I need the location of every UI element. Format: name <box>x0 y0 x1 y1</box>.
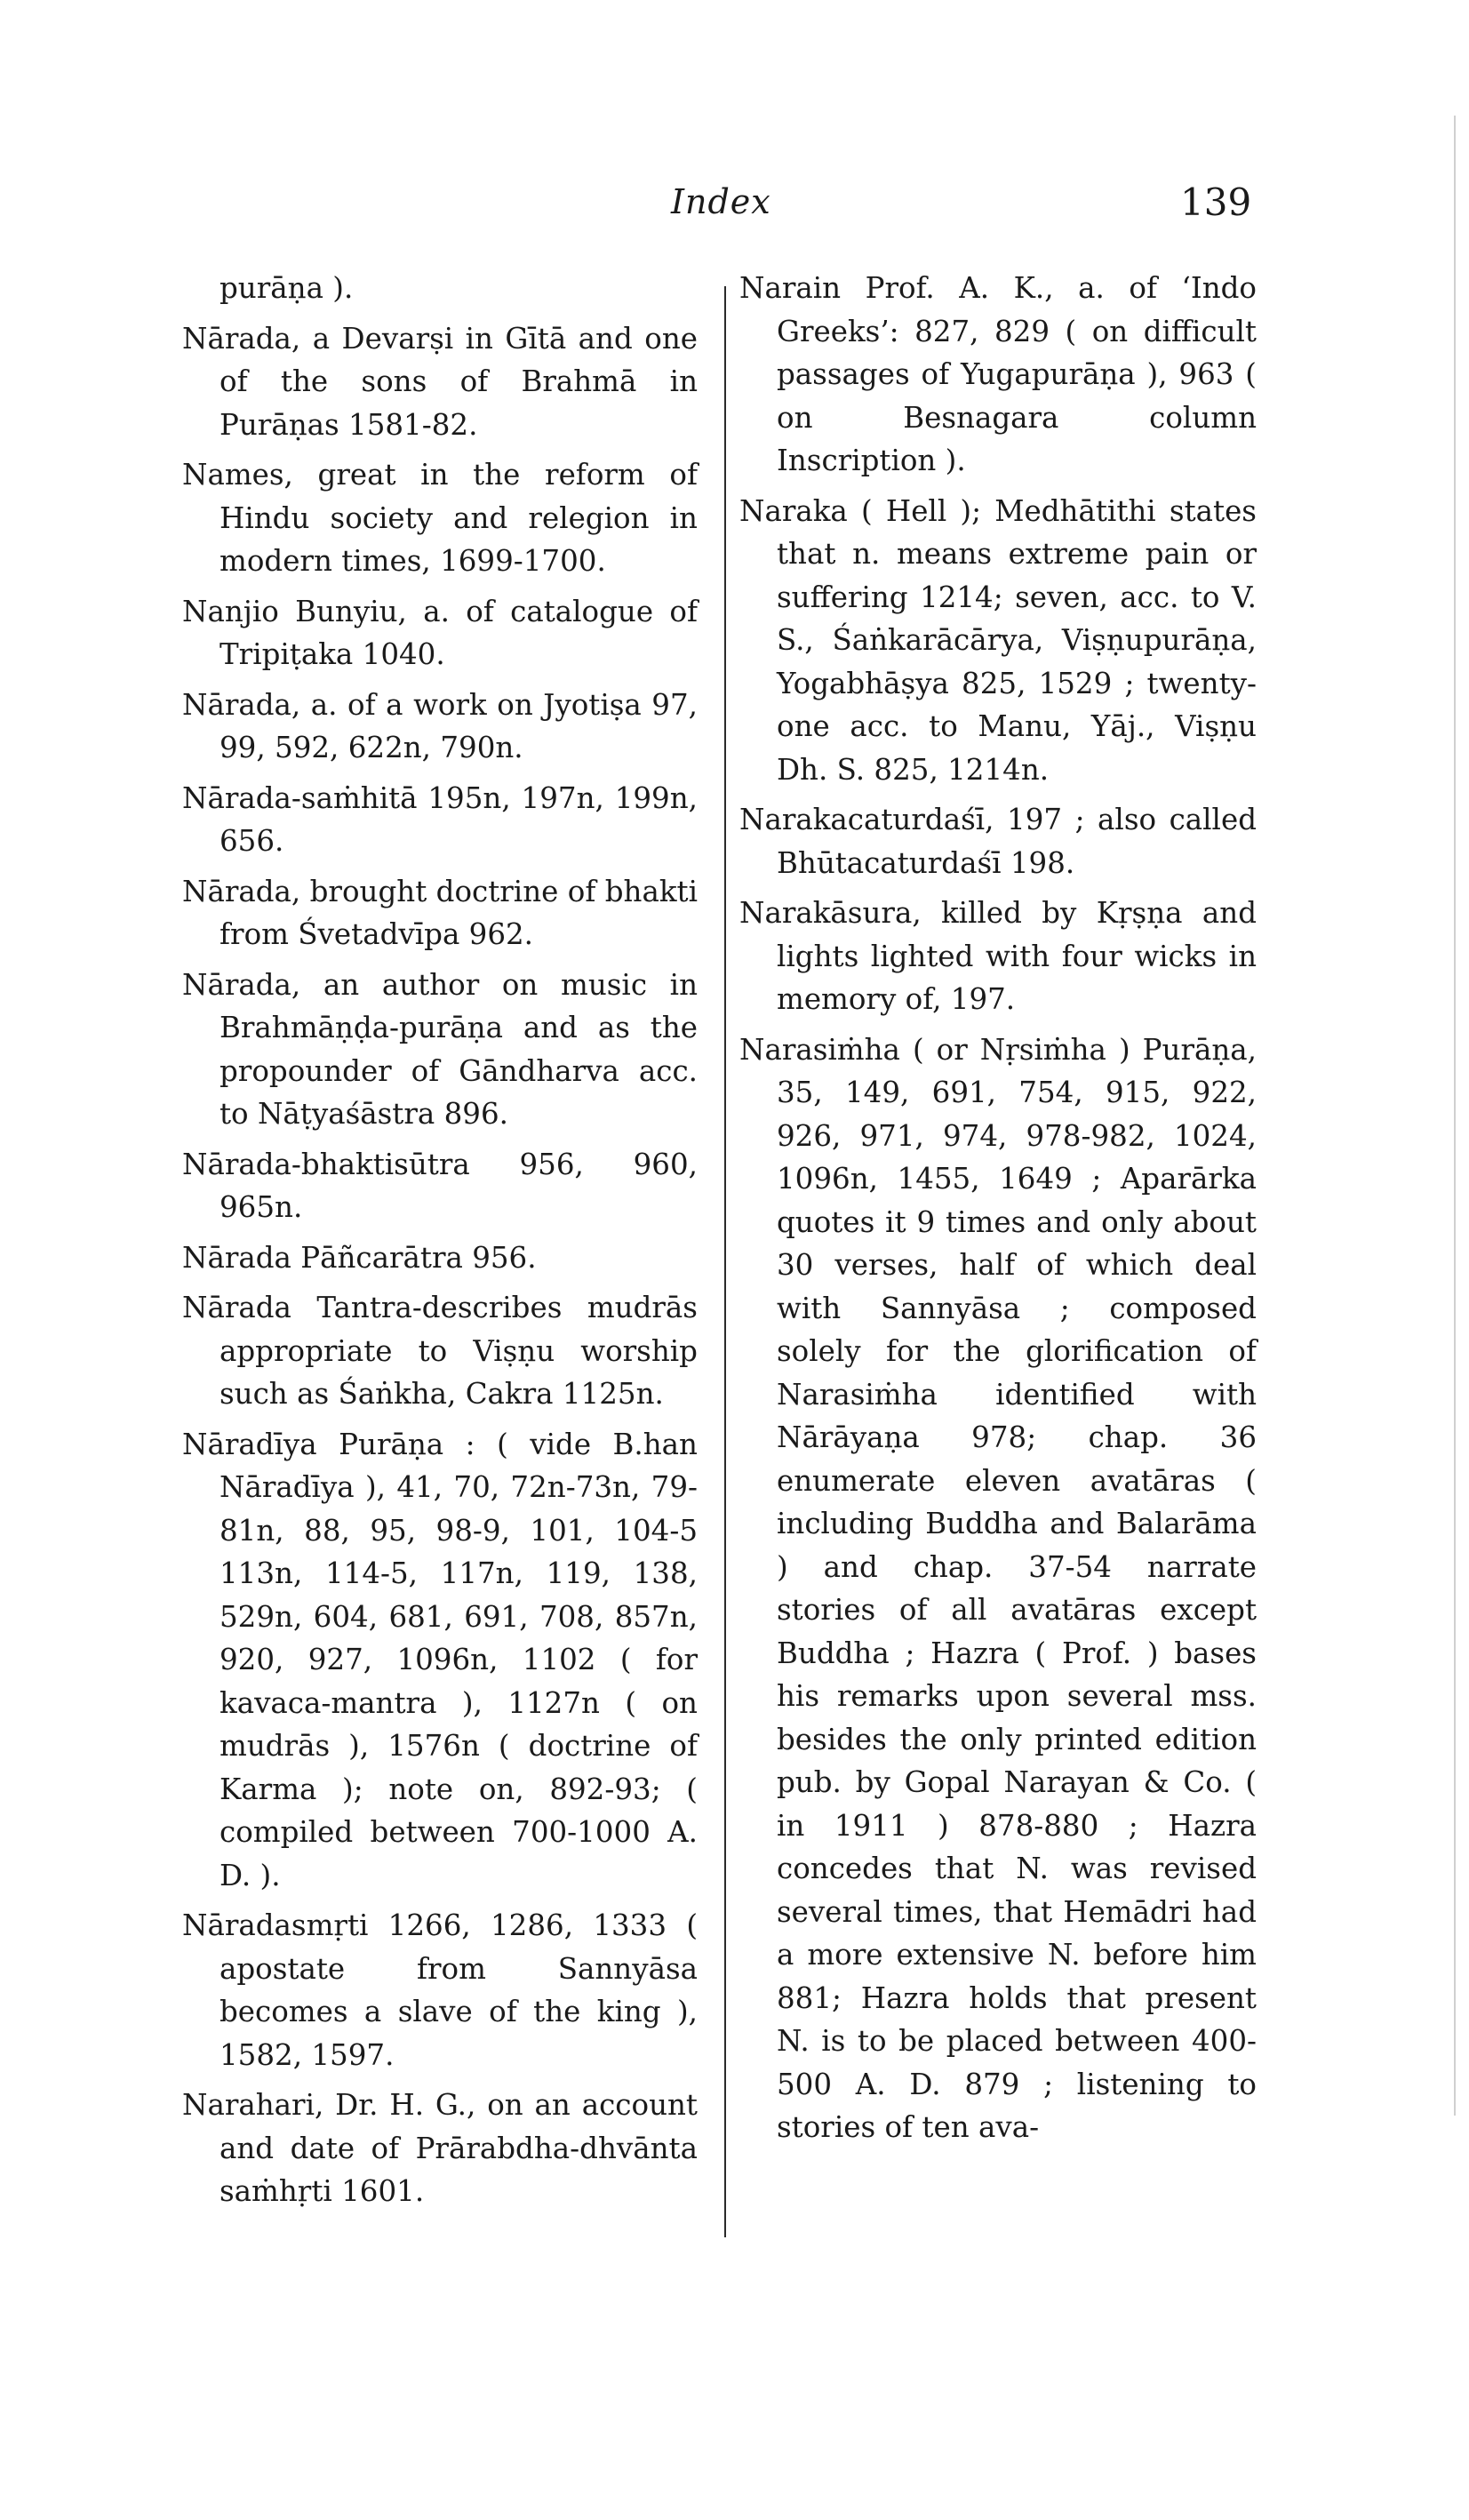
index-entry: Narahari, Dr. H. G., on an account and date of Prārabdha-dhvānta saṁhṛti 1601. <box>182 2088 698 2208</box>
page-edge-line <box>1454 116 1456 2116</box>
index-entry: purāṇa ). <box>220 271 354 305</box>
right-column <box>739 267 1257 2156</box>
index-entry: Nārada, a Devarṣi in Gītā and one of the sons of Brahmā in Purāṇas 1581-82. <box>182 321 698 442</box>
index-entry: Nārada Pāñcarātra 956. <box>182 1240 537 1275</box>
index-entry: Narasiṁha ( or Nṛsiṁha ) Purāṇa, 35, 149, 691, 754, 915, 922, 926, 971, 974, 978-982, 1024, 1096n, 1455, 1649 ; Aparārka quotes it 9 times and only about 30 verses, half of which deal with Sannyāsa ; composed solely for the glorification of Narasiṁha identified with Nārāyaṇa 978; chap. 36 enumerate eleven avatāras ( including Buddha and Balarāma ) and chap. 37-54 narrate stories of all avatāras except Buddha ; Hazra ( Prof. ) bases his remarks upon several mss. besides the only printed edition pub. by Gopal Narayan & Co. ( in 1911 ) 878-880 ; Hazra concedes that N. was revised several times, that Hemādri had a more extensive N. before him 881; Hazra holds that present N. is to be placed between 400-500 A. D. 879 ; listening to stories of ten ava- <box>739 1032 1257 2144</box>
index-entry: Narakāsura, killed by Kṛṣṇa and lights lighted with four wicks in memory of, 197. <box>739 896 1257 1016</box>
left-column <box>182 267 698 2220</box>
index-entry: Narakacaturdaśī, 197 ; also called Bhūtacaturdaśī 198. <box>739 803 1257 880</box>
index-entry: Nārada, an author on music in Brahmāṇḍa-purāṇa and as the propounder of Gāndharva acc. to Nāṭyaśāstra 896. <box>182 967 698 1131</box>
index-entry: Nārada Tantra-describes mudrās appropriate to Viṣṇu worship such as Śaṅkha, Cakra 1125n. <box>182 1291 698 1411</box>
running-head-title: Index <box>671 182 771 221</box>
index-entry: Nārada, a. of a work on Jyotiṣa 97, 99, 592, 622n, 790n. <box>182 687 698 764</box>
index-entry: Names, great in the reform of Hindu society and relegion in modern times, 1699-1700. <box>182 458 698 578</box>
index-entry: Nārada-bhaktisūtra 956, 960, 965n. <box>182 1147 698 1224</box>
index-entry: Nāradasmṛti 1266, 1286, 1333 ( apostate from Sannyāsa becomes a slave of the king ), 1582, 1597. <box>182 1908 698 2072</box>
index-entry: Nārada-saṁhitā 195n, 197n, 199n, 656. <box>182 780 698 858</box>
column-divider <box>724 286 726 2237</box>
index-entry: Naraka ( Hell ); Medhātithi states that n. means extreme pain or suffering 1214; seven, acc. to V. S., Śaṅkarācārya, Viṣṇupurāṇa, Yogabhāṣya 825, 1529 ; twenty-one acc. to Manu, Yāj., Viṣṇu Dh. S. 825, 1214n. <box>739 493 1257 787</box>
index-entry: Nārada, brought doctrine of bhakti from Śvetadvīpa 962. <box>182 874 698 951</box>
index-entry: Nanjio Bunyiu, a. of catalogue of Tripiṭaka 1040. <box>182 594 698 671</box>
index-entry: Nāradīya Purāṇa : ( vide B.han Nāradīya ), 41, 70, 72n-73n, 79-81n, 88, 95, 98-9, 101, 104-5 113n, 114-5, 117n, 119, 138, 529n, 604, 681, 691, 708, 857n, 920, 927, 1096n, 1102 ( for kavaca-mantra ), 1127n ( on mudrās ), 1576n ( doctrine of Karma ); note on, 892-93; ( compiled between 700-1000 A. D. ). <box>182 1427 698 1892</box>
page-number: 139 <box>1180 180 1252 224</box>
index-entry: Narain Prof. A. K., a. of ‘Indo Greeks’: 827, 829 ( on difficult passages of Yugapurāṇa ), 963 ( on Besnagara column Inscription ). <box>739 271 1257 477</box>
